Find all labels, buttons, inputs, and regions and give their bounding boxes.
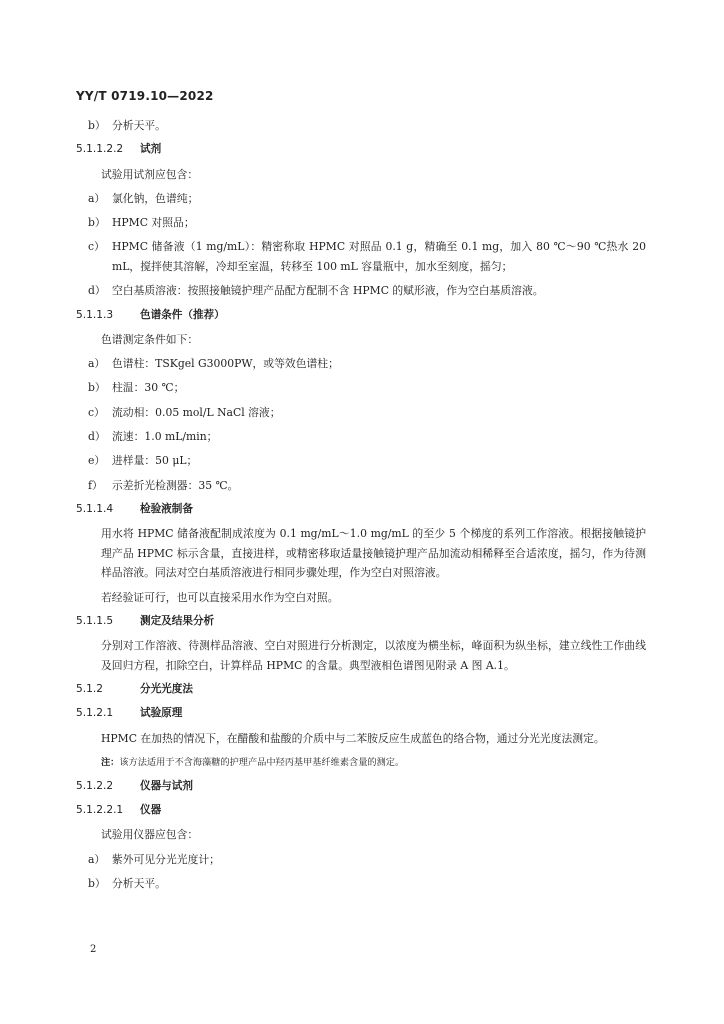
list-item bbox=[76, 403, 646, 423]
list-item-text: 氯化钠，色谱纯； bbox=[112, 191, 199, 205]
list-item bbox=[76, 427, 646, 447]
section-heading bbox=[76, 140, 646, 160]
list-item-text: 空白基质溶液：按照接触镜护理产品配方配制不含 HPMC 的赋形液，作为空白基质溶液。 bbox=[112, 284, 544, 298]
section-title: 检验液制备 bbox=[140, 502, 193, 515]
paragraph: 分别对工作溶液、待测样品溶液、空白对照进行分析测定，以浓度为横坐标，峰面积为纵坐标，建立线性工作曲线及回归方程，扣除空白，计算样品 HPMC 的含量。典型液相色谱图见附录 A 图 A.1。 bbox=[101, 639, 646, 672]
list-marker: b） bbox=[88, 119, 106, 132]
paragraph: 色谱测定条件如下： bbox=[101, 332, 199, 346]
section-number: 5.1.1.5 bbox=[76, 614, 114, 627]
document-body bbox=[76, 116, 646, 898]
section-title: 仪器与试剂 bbox=[140, 779, 193, 792]
list-item-text: 色谱柱：TSKgel G3000PW，或等效色谱柱； bbox=[112, 357, 339, 371]
list-item-text: 流速：1.0 mL/min； bbox=[112, 430, 218, 444]
section-heading bbox=[76, 306, 646, 326]
list-item-text: HPMC 对照品； bbox=[112, 216, 195, 230]
section-number: 5.1.2.1 bbox=[76, 707, 114, 720]
list-item bbox=[76, 378, 646, 398]
section-heading bbox=[76, 500, 646, 520]
list-marker: b） bbox=[88, 381, 106, 395]
section-heading bbox=[76, 801, 646, 821]
list-item-text: 示差折光检测器：35 ℃。 bbox=[112, 478, 239, 492]
list-item-text: 分析天平。 bbox=[112, 119, 166, 132]
section-number: 5.1.1.4 bbox=[76, 502, 114, 515]
list-item-text: 进样量：50 μL； bbox=[112, 454, 198, 468]
list-item bbox=[76, 281, 646, 301]
section-title: 分光光度法 bbox=[140, 682, 193, 695]
page-number: 2 bbox=[90, 944, 97, 955]
list-marker: a） bbox=[88, 191, 106, 205]
list-marker: a） bbox=[88, 357, 106, 371]
section-number: 5.1.1.2.2 bbox=[76, 143, 124, 156]
section-number: 5.1.1.3 bbox=[76, 308, 114, 321]
paragraph: 试验用试剂应包含： bbox=[101, 167, 199, 181]
list-item bbox=[76, 874, 646, 894]
note bbox=[101, 753, 646, 772]
list-item bbox=[76, 354, 646, 374]
section-title: 试验原理 bbox=[140, 707, 183, 720]
paragraph: 若经验证可行，也可以直接采用水作为空白对照。 bbox=[101, 590, 339, 604]
list-item bbox=[76, 451, 646, 471]
paragraph: 用水将 HPMC 储备液配制成浓度为 0.1 mg/mL～1.0 mg/mL 的至少 5 个梯度的系列工作溶液。根据接触镜护理产品 HPMC 标示含量，直接进样，或精密移取适量接触镜护理产品加流动相稀释至合适浓度，摇匀，作为待测样品溶液。同法对空白基质溶液进行相同步骤处理，作为空白对照溶液。 bbox=[101, 527, 646, 580]
section-heading bbox=[76, 680, 646, 700]
list-item-text: 流动相：0.05 mol/L NaCl 溶液； bbox=[112, 405, 281, 419]
list-item-text: HPMC 储备液（1 mg/mL）：精密称取 HPMC 对照品 0.1 g，精确至 0.1 mg，加入 80 ℃～90 ℃热水 20 mL，搅拌使其溶解，冷却至室温，转移至 100 mL 容量瓶中，加水至刻度，摇匀； bbox=[112, 240, 646, 273]
list-marker: a） bbox=[88, 852, 106, 866]
list-item bbox=[76, 237, 646, 276]
section-number: 5.1.2.2 bbox=[76, 779, 114, 792]
note-text: 该方法适用于不含海藻糖的护理产品中羟丙基甲基纤维素含量的测定。 bbox=[119, 756, 405, 768]
list-marker: d） bbox=[88, 430, 106, 444]
page-header-standard-number: YY/T 0719.10—2022 bbox=[76, 89, 214, 103]
paragraph: HPMC 在加热的情况下，在醋酸和盐酸的介质中与二苯胺反应生成蓝色的络合物，通过分光光度法测定。 bbox=[101, 731, 605, 745]
section-heading bbox=[76, 612, 646, 632]
list-marker: b） bbox=[88, 876, 106, 890]
list-marker: c） bbox=[88, 240, 105, 254]
list-item bbox=[76, 189, 646, 209]
list-marker: e） bbox=[88, 454, 106, 468]
section-heading bbox=[76, 777, 646, 797]
list-item-text: 柱温：30 ℃； bbox=[112, 381, 185, 395]
section-title: 试剂 bbox=[140, 143, 162, 156]
list-marker: f） bbox=[88, 478, 103, 492]
list-item bbox=[76, 850, 646, 870]
section-title: 色谱条件（推荐） bbox=[140, 308, 225, 321]
list-marker: d） bbox=[88, 284, 106, 298]
section-number: 5.1.2 bbox=[76, 682, 103, 695]
list-item bbox=[76, 476, 646, 496]
paragraph: 试验用仪器应包含： bbox=[101, 828, 199, 842]
list-item-text: 分析天平。 bbox=[112, 876, 166, 890]
list-item bbox=[76, 116, 646, 136]
list-item-text: 紫外可见分光光度计； bbox=[112, 852, 220, 866]
list-marker: b） bbox=[88, 216, 106, 230]
note-label: 注： bbox=[101, 756, 120, 768]
section-title: 测定及结果分析 bbox=[140, 614, 215, 627]
section-heading bbox=[76, 704, 646, 724]
section-title: 仪器 bbox=[140, 803, 162, 816]
section-number: 5.1.2.2.1 bbox=[76, 803, 124, 816]
list-marker: c） bbox=[88, 405, 105, 419]
list-item bbox=[76, 213, 646, 233]
